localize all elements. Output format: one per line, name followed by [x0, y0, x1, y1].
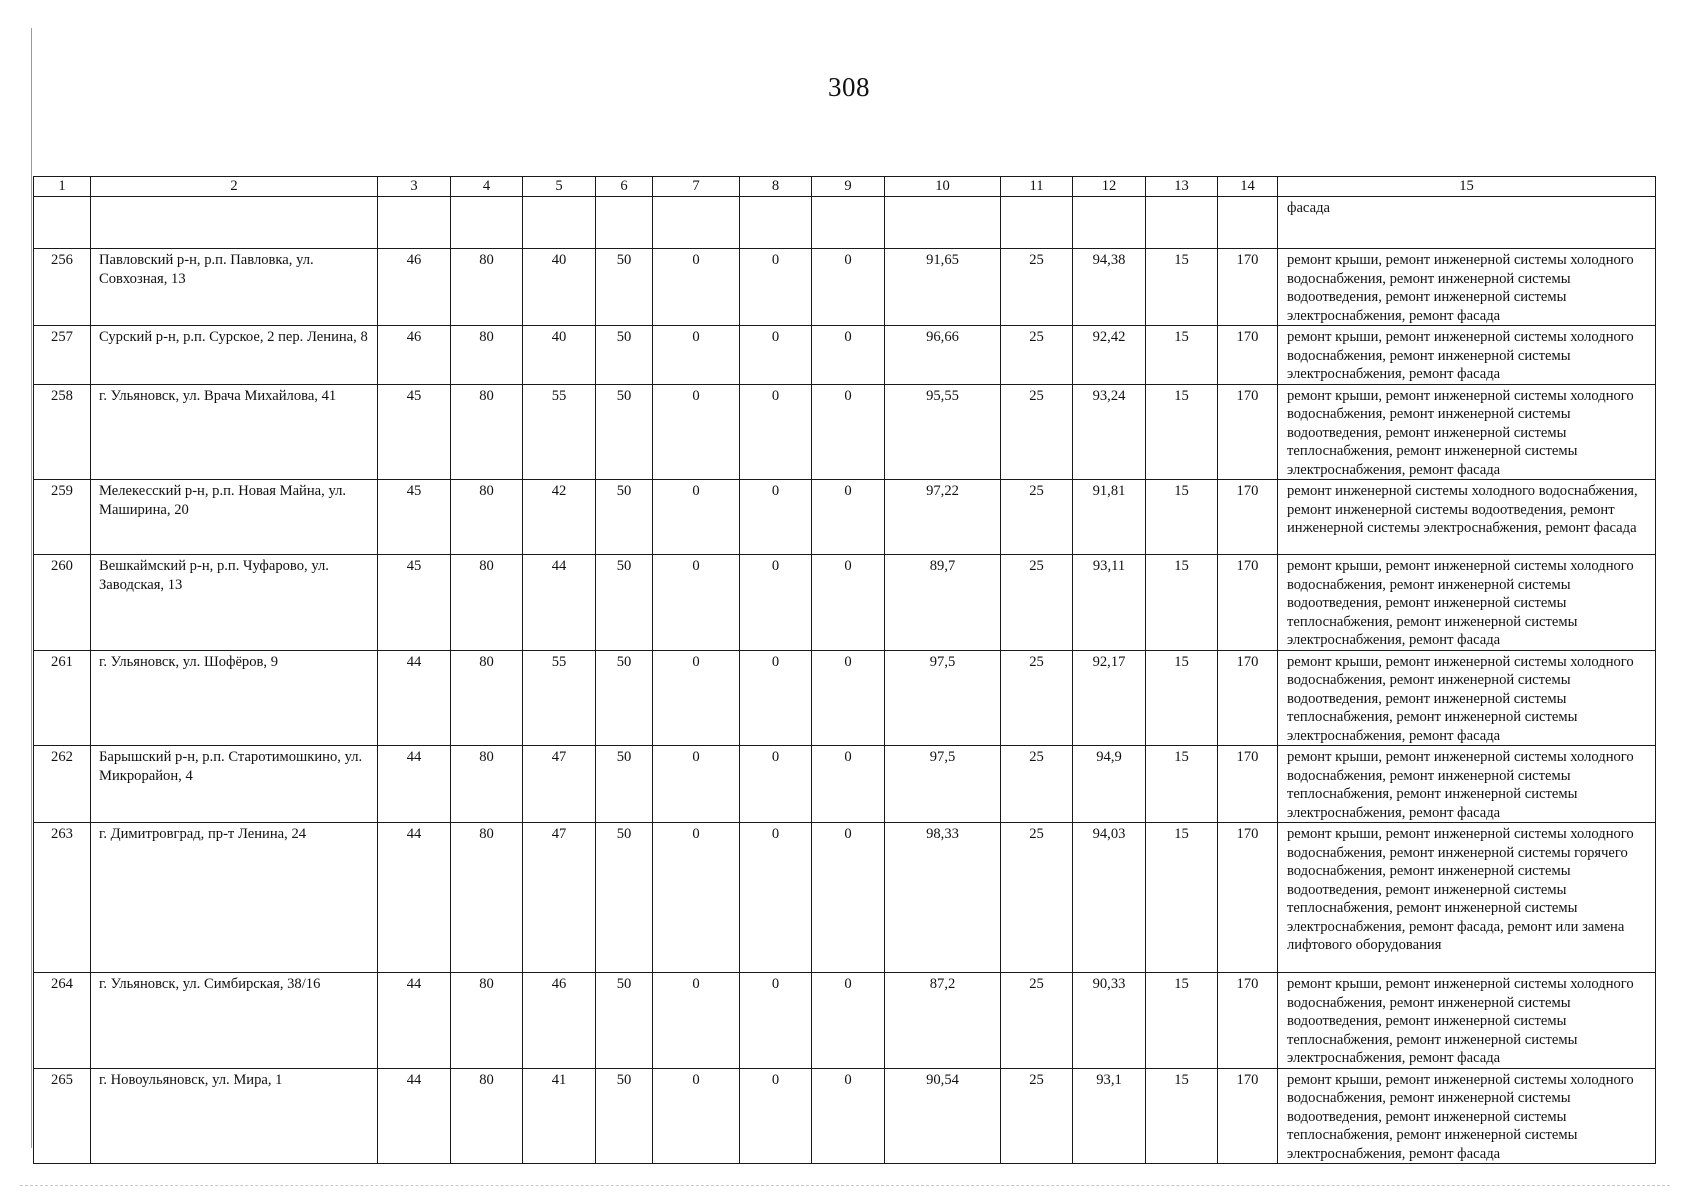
value-cell-c5: 55	[523, 650, 596, 746]
register-table	[33, 176, 1656, 1164]
table-row	[34, 555, 1656, 651]
column-number: 5	[523, 177, 596, 197]
row-number-cell: 263	[34, 823, 91, 973]
works-cell: ремонт крыши, ремонт инженерной системы холодного водоснабжения, ремонт инженерной системы водоотведения, ремонт инженерной системы теплоснабжения, ремонт инженерной системы электроснабжения, ремонт фасада	[1278, 384, 1656, 480]
value-cell-c9: 0	[812, 249, 885, 326]
column-number: 7	[653, 177, 740, 197]
value-cell-c11: 25	[1001, 249, 1073, 326]
row-number-cell: 258	[34, 384, 91, 480]
address-cell: г. Димитровград, пр-т Ленина, 24	[91, 823, 378, 973]
value-cell-c3: 44	[378, 823, 451, 973]
row-number-cell: 256	[34, 249, 91, 326]
value-cell-c12: 92,42	[1073, 326, 1146, 385]
value-cell-c5: 47	[523, 823, 596, 973]
works-cell: ремонт инженерной системы холодного водоснабжения, ремонт инженерной системы водоотведения, ремонт инженерной системы электроснабжения, ремонт фасада	[1278, 480, 1656, 555]
value-cell-c12: 94,38	[1073, 249, 1146, 326]
value-cell-c10: 97,5	[885, 746, 1001, 823]
value-cell-c7: 0	[653, 480, 740, 555]
value-cell-c13: 15	[1146, 326, 1218, 385]
value-cell-c5: 41	[523, 1068, 596, 1164]
value-cell-c3: 44	[378, 973, 451, 1069]
continuation-row	[34, 197, 1656, 249]
column-number: 11	[1001, 177, 1073, 197]
value-cell-c7: 0	[653, 823, 740, 973]
page-number: 308	[828, 72, 870, 102]
value-cell-c8: 0	[740, 480, 812, 555]
value-cell-c13: 15	[1146, 555, 1218, 651]
works-cell: ремонт крыши, ремонт инженерной системы холодного водоснабжения, ремонт инженерной системы водоотведения, ремонт инженерной системы теплоснабжения, ремонт инженерной системы электроснабжения, ремонт фасада	[1278, 973, 1656, 1069]
value-cell-c4: 80	[451, 249, 523, 326]
row-number-cell: 257	[34, 326, 91, 385]
value-cell-c6: 50	[596, 746, 653, 823]
value-cell-c14: 170	[1218, 650, 1278, 746]
value-cell-c6: 50	[596, 650, 653, 746]
value-cell-c13: 15	[1146, 823, 1218, 973]
value-cell-c8: 0	[740, 249, 812, 326]
value-cell-c6: 50	[596, 384, 653, 480]
value-cell-c8: 0	[740, 384, 812, 480]
value-cell-c3: 44	[378, 746, 451, 823]
value-cell-c6: 50	[596, 249, 653, 326]
value-cell-c3: 46	[378, 249, 451, 326]
table-row	[34, 650, 1656, 746]
value-cell-c8: 0	[740, 650, 812, 746]
value-cell-c14: 170	[1218, 973, 1278, 1069]
column-number-row	[34, 177, 1656, 197]
value-cell-c7: 0	[653, 1068, 740, 1164]
value-cell-c6: 50	[596, 326, 653, 385]
value-cell-c4: 80	[451, 650, 523, 746]
address-cell: г. Ульяновск, ул. Шофёров, 9	[91, 650, 378, 746]
left-margin-rule	[31, 28, 32, 1148]
value-cell-c3: 45	[378, 555, 451, 651]
value-cell-c4: 80	[451, 480, 523, 555]
works-cell: ремонт крыши, ремонт инженерной системы холодного водоснабжения, ремонт инженерной системы водоотведения, ремонт инженерной системы теплоснабжения, ремонт инженерной системы электроснабжения, ремонт фасада	[1278, 1068, 1656, 1164]
value-cell-c14: 170	[1218, 480, 1278, 555]
address-cell: Мелекесский р-н, р.п. Новая Майна, ул. Маширина, 20	[91, 480, 378, 555]
address-cell: Вешкаймский р-н, р.п. Чуфарово, ул. Заводская, 13	[91, 555, 378, 651]
value-cell-c4: 80	[451, 973, 523, 1069]
value-cell-c5: 40	[523, 326, 596, 385]
value-cell-c12: 92,17	[1073, 650, 1146, 746]
value-cell-c13: 15	[1146, 384, 1218, 480]
works-cell: ремонт крыши, ремонт инженерной системы холодного водоснабжения, ремонт инженерной системы водоотведения, ремонт инженерной системы теплоснабжения, ремонт инженерной системы электроснабжения, ремонт фасада	[1278, 650, 1656, 746]
value-cell-c5: 40	[523, 249, 596, 326]
column-number: 1	[34, 177, 91, 197]
value-cell-c8: 0	[740, 746, 812, 823]
value-cell-c14: 170	[1218, 326, 1278, 385]
value-cell-c10: 97,5	[885, 650, 1001, 746]
table-row	[34, 326, 1656, 385]
value-cell-c13: 15	[1146, 973, 1218, 1069]
value-cell-c7: 0	[653, 384, 740, 480]
value-cell-c7: 0	[653, 650, 740, 746]
value-cell-c6: 50	[596, 555, 653, 651]
column-number: 14	[1218, 177, 1278, 197]
value-cell-c9: 0	[812, 973, 885, 1069]
value-cell-c14: 170	[1218, 823, 1278, 973]
value-cell-c12: 94,9	[1073, 746, 1146, 823]
value-cell-c10: 95,55	[885, 384, 1001, 480]
value-cell-c8: 0	[740, 326, 812, 385]
value-cell-c9: 0	[812, 480, 885, 555]
address-cell: Сурский р-н, р.п. Сурское, 2 пер. Ленина, 8	[91, 326, 378, 385]
value-cell-c3: 45	[378, 384, 451, 480]
value-cell-c4: 80	[451, 746, 523, 823]
value-cell-c6: 50	[596, 1068, 653, 1164]
row-number-cell: 262	[34, 746, 91, 823]
value-cell-c14: 170	[1218, 249, 1278, 326]
value-cell-c5: 47	[523, 746, 596, 823]
value-cell-c4: 80	[451, 326, 523, 385]
value-cell-c11: 25	[1001, 746, 1073, 823]
value-cell-c7: 0	[653, 973, 740, 1069]
column-number: 13	[1146, 177, 1218, 197]
value-cell-c11: 25	[1001, 480, 1073, 555]
column-number: 15	[1278, 177, 1656, 197]
value-cell-c4: 80	[451, 555, 523, 651]
value-cell-c10: 91,65	[885, 249, 1001, 326]
value-cell-c6: 50	[596, 973, 653, 1069]
value-cell-c13: 15	[1146, 1068, 1218, 1164]
value-cell-c7: 0	[653, 746, 740, 823]
column-number: 12	[1073, 177, 1146, 197]
row-number-cell: 259	[34, 480, 91, 555]
value-cell-c6: 50	[596, 480, 653, 555]
value-cell-c5: 55	[523, 384, 596, 480]
row-number-cell: 264	[34, 973, 91, 1069]
column-number: 2	[91, 177, 378, 197]
value-cell-c8: 0	[740, 823, 812, 973]
value-cell-c9: 0	[812, 650, 885, 746]
column-number: 3	[378, 177, 451, 197]
value-cell-c3: 44	[378, 650, 451, 746]
value-cell-c12: 90,33	[1073, 973, 1146, 1069]
value-cell-c3: 44	[378, 1068, 451, 1164]
value-cell-c8: 0	[740, 973, 812, 1069]
value-cell-c3: 45	[378, 480, 451, 555]
value-cell-c9: 0	[812, 746, 885, 823]
value-cell-c4: 80	[451, 823, 523, 973]
value-cell-c11: 25	[1001, 326, 1073, 385]
value-cell-c8: 0	[740, 1068, 812, 1164]
value-cell-c11: 25	[1001, 650, 1073, 746]
value-cell-c12: 94,03	[1073, 823, 1146, 973]
value-cell-c13: 15	[1146, 480, 1218, 555]
value-cell-c11: 25	[1001, 973, 1073, 1069]
value-cell-c11: 25	[1001, 384, 1073, 480]
table-row	[34, 480, 1656, 555]
row-number-cell: 260	[34, 555, 91, 651]
address-cell: г. Ульяновск, ул. Врача Михайлова, 41	[91, 384, 378, 480]
value-cell-c8: 0	[740, 555, 812, 651]
value-cell-c14: 170	[1218, 1068, 1278, 1164]
value-cell-c9: 0	[812, 384, 885, 480]
scan-edge-line	[20, 1185, 1670, 1187]
column-number: 9	[812, 177, 885, 197]
table-row	[34, 249, 1656, 326]
address-cell: г. Новоульяновск, ул. Мира, 1	[91, 1068, 378, 1164]
value-cell-c9: 0	[812, 1068, 885, 1164]
value-cell-c6: 50	[596, 823, 653, 973]
value-cell-c14: 170	[1218, 384, 1278, 480]
table-row	[34, 973, 1656, 1069]
value-cell-c5: 42	[523, 480, 596, 555]
value-cell-c9: 0	[812, 823, 885, 973]
column-number: 10	[885, 177, 1001, 197]
works-cell: фасада	[1278, 197, 1656, 249]
value-cell-c4: 80	[451, 384, 523, 480]
works-cell: ремонт крыши, ремонт инженерной системы холодного водоснабжения, ремонт инженерной системы теплоснабжения, ремонт инженерной системы электроснабжения, ремонт фасада	[1278, 746, 1656, 823]
value-cell-c7: 0	[653, 555, 740, 651]
value-cell-c3: 46	[378, 326, 451, 385]
table-row	[34, 746, 1656, 823]
value-cell-c11: 25	[1001, 823, 1073, 973]
value-cell-c14: 170	[1218, 746, 1278, 823]
row-number-cell: 261	[34, 650, 91, 746]
value-cell-c13: 15	[1146, 650, 1218, 746]
column-number: 8	[740, 177, 812, 197]
table-row	[34, 823, 1656, 973]
value-cell-c10: 98,33	[885, 823, 1001, 973]
value-cell-c5: 46	[523, 973, 596, 1069]
value-cell-c12: 93,24	[1073, 384, 1146, 480]
value-cell-c12: 91,81	[1073, 480, 1146, 555]
row-number-cell: 265	[34, 1068, 91, 1164]
value-cell-c9: 0	[812, 326, 885, 385]
value-cell-c12: 93,1	[1073, 1068, 1146, 1164]
value-cell-c10: 97,22	[885, 480, 1001, 555]
value-cell-c9: 0	[812, 555, 885, 651]
value-cell-c12: 93,11	[1073, 555, 1146, 651]
value-cell-c11: 25	[1001, 1068, 1073, 1164]
works-cell: ремонт крыши, ремонт инженерной системы холодного водоснабжения, ремонт инженерной системы водоотведения, ремонт инженерной системы теплоснабжения, ремонт инженерной системы электроснабжения, ремонт фасада	[1278, 555, 1656, 651]
value-cell-c10: 89,7	[885, 555, 1001, 651]
value-cell-c7: 0	[653, 249, 740, 326]
value-cell-c13: 15	[1146, 746, 1218, 823]
value-cell-c14: 170	[1218, 555, 1278, 651]
address-cell: г. Ульяновск, ул. Симбирская, 38/16	[91, 973, 378, 1069]
column-number: 4	[451, 177, 523, 197]
value-cell-c10: 90,54	[885, 1068, 1001, 1164]
address-cell: Павловский р-н, р.п. Павловка, ул. Совхозная, 13	[91, 249, 378, 326]
column-number: 6	[596, 177, 653, 197]
value-cell-c5: 44	[523, 555, 596, 651]
table-row	[34, 384, 1656, 480]
works-cell: ремонт крыши, ремонт инженерной системы холодного водоснабжения, ремонт инженерной системы горячего водоснабжения, ремонт инженерной системы водоотведения, ремонт инженерной системы теплоснабжения, ремонт инженерной системы электроснабжения, ремонт фасада, ремонт или замена лифтового оборудования	[1278, 823, 1656, 973]
value-cell-c10: 96,66	[885, 326, 1001, 385]
table-row	[34, 1068, 1656, 1164]
value-cell-c13: 15	[1146, 249, 1218, 326]
value-cell-c7: 0	[653, 326, 740, 385]
value-cell-c10: 87,2	[885, 973, 1001, 1069]
value-cell-c4: 80	[451, 1068, 523, 1164]
address-cell: Барышский р-н, р.п. Старотимошкино, ул. Микрорайон, 4	[91, 746, 378, 823]
works-cell: ремонт крыши, ремонт инженерной системы холодного водоснабжения, ремонт инженерной системы водоотведения, ремонт инженерной системы электроснабжения, ремонт фасада	[1278, 249, 1656, 326]
works-cell: ремонт крыши, ремонт инженерной системы холодного водоснабжения, ремонт инженерной системы электроснабжения, ремонт фасада	[1278, 326, 1656, 385]
value-cell-c11: 25	[1001, 555, 1073, 651]
